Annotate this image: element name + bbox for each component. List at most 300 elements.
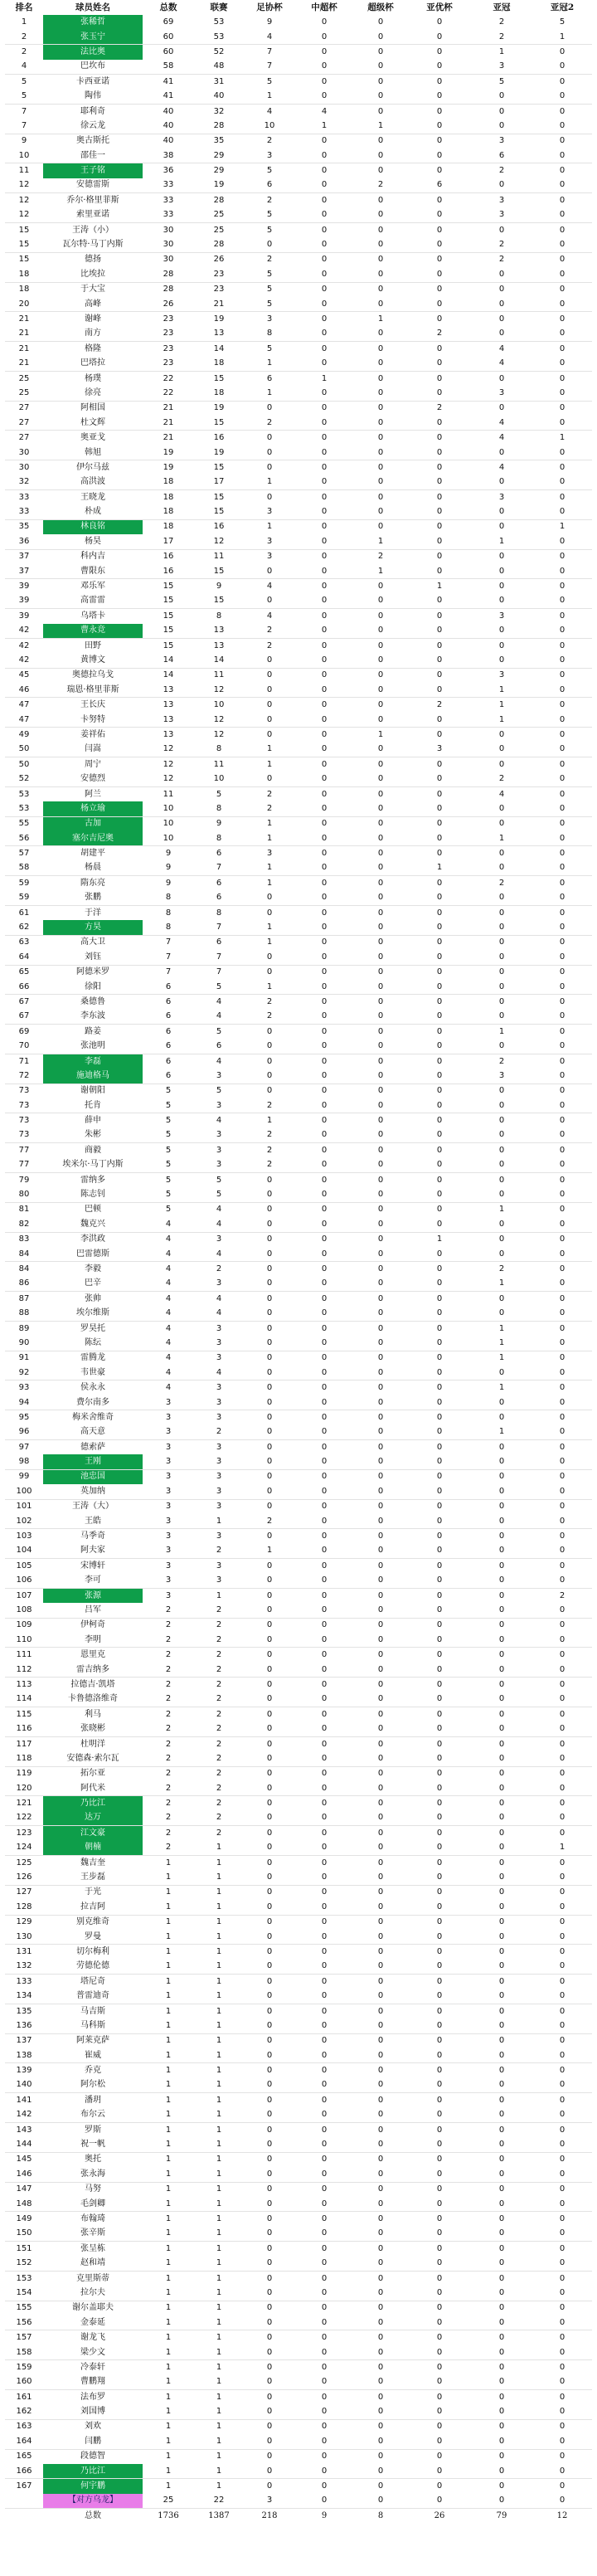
stat-cell: 0 xyxy=(471,2434,532,2449)
stat-cell: 0 xyxy=(532,1663,592,1678)
stat-cell: 3 xyxy=(143,1484,194,1499)
stat-cell: 0 xyxy=(498,1946,505,1956)
stat-cell: 0 xyxy=(532,861,592,876)
stat-cell: 3 xyxy=(498,670,505,680)
table-row xyxy=(5,134,592,149)
player-name: 巴辛 xyxy=(43,1277,143,1292)
table-row xyxy=(5,327,592,342)
player-name: 乔克 xyxy=(85,2066,101,2076)
player-name-highlighted: 杨立瑜 xyxy=(43,801,143,816)
stat-cell: 7 xyxy=(244,60,295,75)
stat-cell: 0 xyxy=(532,2494,592,2509)
rank-cell: 158 xyxy=(5,2345,43,2360)
stat-cell: 0 xyxy=(353,2137,408,2152)
stat-cell: 0 xyxy=(295,980,353,995)
stat-cell: 0 xyxy=(353,1930,408,1945)
stat-cell: 0 xyxy=(559,1946,565,1956)
table-row xyxy=(5,831,592,846)
stat-cell: 0 xyxy=(498,1709,505,1719)
stat-cell: 6 xyxy=(216,849,222,859)
stat-cell: 0 xyxy=(471,1751,532,1766)
stat-cell: 38 xyxy=(143,149,194,163)
stat-cell: 1 xyxy=(244,920,295,935)
stat-cell: 0 xyxy=(266,2362,273,2372)
stat-cell: 0 xyxy=(353,2167,408,2182)
stat-cell: 0 xyxy=(408,1751,471,1766)
stat-cell: 0 xyxy=(353,980,408,995)
rank-cell: 15 xyxy=(18,225,30,235)
stat-cell: 0 xyxy=(295,1217,353,1232)
stat-cell: 0 xyxy=(471,1010,532,1025)
stat-cell: 6 xyxy=(194,1039,244,1054)
table-row xyxy=(5,1559,592,1574)
stat-cell: 1 xyxy=(194,1930,244,1945)
stat-cell: 0 xyxy=(321,611,328,621)
stat-cell: 0 xyxy=(244,2197,295,2212)
stat-cell: 0 xyxy=(266,1650,273,1660)
player-name: 巴雷德斯 xyxy=(43,1247,143,1262)
stat-cell: 0 xyxy=(436,2422,443,2432)
rank-cell: 84 xyxy=(5,1247,43,1262)
player-name: 瓦尔特·马丁内斯 xyxy=(43,237,143,252)
stat-cell: 0 xyxy=(321,819,328,829)
stat-cell: 0 xyxy=(559,225,565,235)
stat-cell: 3 xyxy=(266,314,273,324)
player-name: 巴塔拉 xyxy=(43,356,143,371)
rank-cell: 2 xyxy=(21,46,27,56)
stat-cell: 2 xyxy=(143,1811,194,1826)
rank-cell: 105 xyxy=(16,1561,32,1570)
stat-cell: 0 xyxy=(532,1811,592,1826)
stat-cell: 0 xyxy=(266,1858,273,1867)
rank-cell: 77 xyxy=(5,1158,43,1173)
stat-cell: 0 xyxy=(295,2404,353,2419)
rank-cell: 99 xyxy=(18,1472,30,1482)
table-row xyxy=(5,2360,592,2375)
stat-cell: 23 xyxy=(194,267,244,282)
stat-cell: 0 xyxy=(353,653,408,668)
stat-cell: 2 xyxy=(194,1721,244,1736)
table-row xyxy=(5,2212,592,2227)
player-name: 拉吉阿 xyxy=(43,1900,143,1915)
stat-cell: 0 xyxy=(559,2273,565,2283)
stat-cell: 2 xyxy=(498,17,505,27)
rank-cell: 161 xyxy=(16,2392,32,2402)
stat-cell: 0 xyxy=(353,1663,408,1678)
stat-cell: 0 xyxy=(532,2345,592,2360)
stat-cell: 5 xyxy=(216,1086,222,1096)
stat-cell: 0 xyxy=(408,1870,471,1885)
stat-cell: 0 xyxy=(559,1383,565,1393)
table-row xyxy=(5,594,592,609)
table-row xyxy=(5,342,592,357)
stat-cell: 0 xyxy=(408,2464,471,2479)
stat-cell: 0 xyxy=(559,76,565,86)
stat-cell: 3 xyxy=(165,1561,172,1570)
stat-cell: 5 xyxy=(498,76,505,86)
stat-cell: 3 xyxy=(498,492,505,502)
table-row xyxy=(5,1054,592,1069)
stat-cell: 0 xyxy=(436,2452,443,2462)
stat-cell: 2 xyxy=(266,1145,273,1155)
stat-cell: 0 xyxy=(244,2167,295,2182)
stat-cell: 0 xyxy=(532,178,592,193)
table-row xyxy=(5,1499,592,1514)
stat-cell: 29 xyxy=(194,149,244,163)
rank-cell: 154 xyxy=(5,2286,43,2301)
header-csl-cup: 中超杯 xyxy=(311,2,337,12)
stat-cell: 2 xyxy=(498,1264,505,1273)
stat-cell: 0 xyxy=(321,2452,328,2462)
stat-cell: 3 xyxy=(165,1590,172,1600)
stat-cell: 0 xyxy=(353,297,408,312)
table-row xyxy=(5,1484,592,1499)
stat-cell: 0 xyxy=(408,1544,471,1559)
stat-cell: 0 xyxy=(295,149,353,163)
stat-cell: 0 xyxy=(353,386,408,401)
stat-cell: 13 xyxy=(194,327,244,342)
rank-cell: 152 xyxy=(5,2256,43,2271)
stat-cell: 0 xyxy=(244,2048,295,2063)
player-name: 利马 xyxy=(85,1709,101,1719)
stat-cell: 4 xyxy=(165,1353,172,1363)
stat-cell: 0 xyxy=(321,225,328,235)
stat-cell: 3 xyxy=(498,136,505,146)
stat-cell: 0 xyxy=(532,504,592,519)
stat-cell: 0 xyxy=(377,1116,384,1126)
stat-cell: 0 xyxy=(353,2434,408,2449)
stat-cell: 0 xyxy=(321,640,328,650)
stat-cell: 1 xyxy=(216,2452,222,2462)
player-name: 王长庆 xyxy=(80,700,105,710)
table-row xyxy=(5,2449,592,2464)
stat-cell: 2 xyxy=(408,327,471,342)
stat-cell: 0 xyxy=(321,1946,328,1956)
player-name: 冷泰轩 xyxy=(80,2362,105,2372)
stat-cell: 0 xyxy=(377,1234,384,1244)
stat-cell: 0 xyxy=(498,1679,505,1689)
stat-cell: 0 xyxy=(559,2333,565,2343)
stat-cell: 0 xyxy=(498,1858,505,1867)
stat-cell: 0 xyxy=(559,2362,565,2372)
rank-cell: 73 xyxy=(18,1116,30,1126)
stat-cell: 0 xyxy=(532,594,592,609)
stat-cell: 0 xyxy=(436,1145,443,1155)
stat-cell: 1 xyxy=(143,2286,194,2301)
stat-cell: 1 xyxy=(471,683,532,698)
stat-cell: 0 xyxy=(471,1603,532,1618)
stat-cell: 0 xyxy=(353,831,408,846)
stat-cell: 0 xyxy=(295,1277,353,1292)
stat-cell: 3 xyxy=(143,1574,194,1589)
stat-cell: 8 xyxy=(194,743,244,757)
stat-cell: 8 xyxy=(194,831,244,846)
stat-cell: 0 xyxy=(436,1056,443,1066)
stat-cell: 0 xyxy=(353,30,408,45)
player-name: 高洪波 xyxy=(43,475,143,490)
stat-cell: 1 xyxy=(266,759,273,769)
stat-cell: 14 xyxy=(163,670,174,680)
stat-cell: 3 xyxy=(143,1544,194,1559)
stat-cell: 0 xyxy=(353,1217,408,1232)
stat-cell: 0 xyxy=(498,552,505,562)
stat-cell: 0 xyxy=(532,683,592,698)
stat-cell: 13 xyxy=(143,713,194,728)
table-row xyxy=(5,2197,592,2212)
stat-cell: 0 xyxy=(408,1930,471,1945)
stat-cell: 0 xyxy=(471,2108,532,2123)
player-name: 朴成 xyxy=(43,504,143,519)
rank-cell: 27 xyxy=(18,403,30,413)
stat-cell: 1 xyxy=(436,1234,443,1244)
player-name: 徐阳 xyxy=(43,980,143,995)
stat-cell: 0 xyxy=(377,522,384,532)
stat-cell: 0 xyxy=(408,1692,471,1707)
table-row xyxy=(5,1395,592,1410)
stat-cell: 0 xyxy=(266,1739,273,1749)
stat-cell: 4 xyxy=(194,1306,244,1321)
stat-cell: 0 xyxy=(244,2018,295,2033)
table-row xyxy=(5,579,592,594)
stat-cell: 0 xyxy=(532,564,592,579)
player-name: 别克维奇 xyxy=(76,1917,109,1927)
stat-cell: 0 xyxy=(353,1069,408,1083)
stat-cell: 1 xyxy=(216,1590,222,1600)
stat-cell: 0 xyxy=(295,1336,353,1351)
table-row xyxy=(5,1633,592,1648)
table-row xyxy=(5,1930,592,1945)
stat-cell: 0 xyxy=(377,2036,384,2046)
player-name: 朱彬 xyxy=(43,1128,143,1143)
player-name: 曹限东 xyxy=(43,564,143,579)
player-name: 魏吉奎 xyxy=(80,1858,105,1867)
stat-cell: 0 xyxy=(266,1234,273,1244)
stat-cell: 0 xyxy=(353,1277,408,1292)
table-row xyxy=(5,1217,592,1232)
stat-cell: 0 xyxy=(408,1960,471,1975)
stat-cell: 0 xyxy=(244,1930,295,1945)
stat-cell: 2 xyxy=(194,1633,244,1648)
stat-cell: 0 xyxy=(321,2481,328,2491)
player-name: 拉尔夫 xyxy=(43,2286,143,2301)
player-name-highlighted: 池忠国 xyxy=(43,1469,143,1484)
stat-cell: 0 xyxy=(436,1323,443,1333)
stat-cell: 0 xyxy=(266,1769,273,1779)
stat-cell: 5 xyxy=(194,1187,244,1202)
rank-cell: 92 xyxy=(5,1366,43,1381)
table-row xyxy=(5,1736,592,1751)
stat-cell: 33 xyxy=(143,178,194,193)
stat-cell: 48 xyxy=(194,60,244,75)
stat-cell: 0 xyxy=(377,582,384,592)
stat-cell: 0 xyxy=(353,416,408,431)
stat-cell: 0 xyxy=(321,1353,328,1363)
rank-cell: 67 xyxy=(18,996,30,1006)
stat-cell: 5 xyxy=(266,166,273,176)
table-row xyxy=(5,1915,592,1930)
player-name: 索里亚诺 xyxy=(43,208,143,223)
stat-cell: 0 xyxy=(559,789,565,799)
stat-cell: 0 xyxy=(295,297,353,312)
stat-cell: 0 xyxy=(266,1887,273,1897)
stat-cell: 0 xyxy=(498,2155,505,2165)
stat-cell: 0 xyxy=(295,1900,353,1915)
stat-cell: 0 xyxy=(321,2095,328,2105)
stat-cell: 0 xyxy=(266,2006,273,2016)
table-row xyxy=(5,1663,592,1678)
stat-cell: 0 xyxy=(471,861,532,876)
stat-cell: 3 xyxy=(216,1472,222,1482)
stat-cell: 0 xyxy=(559,373,565,383)
player-name: 于光 xyxy=(85,1887,101,1897)
stat-cell: 0 xyxy=(266,1264,273,1273)
stat-cell: 1 xyxy=(498,1383,505,1393)
stat-cell: 58 xyxy=(143,60,194,75)
stat-cell: 0 xyxy=(436,849,443,859)
table-row xyxy=(5,2078,592,2093)
stat-cell: 0 xyxy=(321,2036,328,2046)
stat-cell: 0 xyxy=(408,89,471,104)
stat-cell: 60 xyxy=(143,30,194,45)
table-row xyxy=(5,1826,592,1841)
stat-cell: 0 xyxy=(321,433,328,443)
stat-cell: 0 xyxy=(408,2197,471,2212)
stat-cell: 1 xyxy=(216,2066,222,2076)
stat-cell: 0 xyxy=(321,1383,328,1393)
stat-cell: 2 xyxy=(266,640,273,650)
stat-cell: 0 xyxy=(244,1454,295,1469)
stat-cell: 0 xyxy=(559,2006,565,2016)
stat-cell: 0 xyxy=(436,2362,443,2372)
rank-cell: 53 xyxy=(18,789,30,799)
table-row xyxy=(5,356,592,371)
table-row xyxy=(5,549,592,564)
stat-cell: 0 xyxy=(559,759,565,769)
stat-cell: 0 xyxy=(532,1366,592,1381)
stat-cell: 0 xyxy=(408,2018,471,2033)
stat-cell: 0 xyxy=(498,1650,505,1660)
stat-cell: 0 xyxy=(353,772,408,786)
table-row xyxy=(5,252,592,267)
player-name: 徐亮 xyxy=(43,386,143,401)
rank-cell: 71 xyxy=(18,1056,30,1066)
stat-cell: 1 xyxy=(194,1870,244,1885)
stat-cell: 0 xyxy=(353,2078,408,2093)
stat-cell: 2 xyxy=(216,1799,222,1809)
table-row xyxy=(5,2167,592,2182)
stat-cell: 0 xyxy=(377,76,384,86)
stat-cell: 0 xyxy=(377,1590,384,1600)
stat-cell: 1 xyxy=(498,1353,505,1363)
stat-cell: 0 xyxy=(353,861,408,876)
stat-cell: 30 xyxy=(163,225,174,235)
stat-cell: 3 xyxy=(194,1336,244,1351)
stat-cell: 3 xyxy=(244,534,295,549)
stat-cell: 0 xyxy=(408,1663,471,1678)
stat-cell: 0 xyxy=(377,611,384,621)
player-name: 卡西亚诺 xyxy=(76,76,109,86)
table-row xyxy=(5,2286,592,2301)
stat-cell: 3 xyxy=(143,1425,194,1440)
stat-cell: 0 xyxy=(295,327,353,342)
stat-cell: 0 xyxy=(295,2227,353,2242)
stat-cell: 0 xyxy=(353,60,408,75)
rank-cell: 2 xyxy=(5,30,43,45)
stat-cell: 0 xyxy=(377,136,384,146)
player-name: 薛申 xyxy=(85,1116,101,1126)
stat-cell: 4 xyxy=(143,1247,194,1262)
stat-cell: 3 xyxy=(216,1412,222,1422)
stat-cell: 0 xyxy=(353,2464,408,2479)
stat-cell: 0 xyxy=(471,1514,532,1529)
rank-cell: 86 xyxy=(5,1277,43,1292)
stat-cell: 0 xyxy=(321,1917,328,1927)
stat-cell: 22 xyxy=(194,2494,244,2509)
player-name: 法布罗 xyxy=(80,2392,105,2402)
stat-cell: 0 xyxy=(532,1870,592,1885)
stat-cell: 0 xyxy=(408,446,471,460)
stat-cell: 0 xyxy=(321,2273,328,2283)
player-name: 马季奇 xyxy=(80,1531,105,1541)
rank-cell: 47 xyxy=(18,700,30,710)
stat-cell: 0 xyxy=(436,106,443,116)
stat-cell: 2 xyxy=(266,195,273,205)
stat-cell: 0 xyxy=(377,2006,384,2016)
stat-cell: 3 xyxy=(216,1561,222,1570)
rank-cell: 159 xyxy=(16,2362,32,2372)
player-name: 隋东亮 xyxy=(80,878,105,888)
stat-cell: 0 xyxy=(559,670,565,680)
stat-cell: 0 xyxy=(377,2066,384,2076)
stat-cell: 0 xyxy=(436,1709,443,1719)
stat-cell: 0 xyxy=(295,1010,353,1025)
stat-cell: 0 xyxy=(244,1217,295,1232)
stat-cell: 0 xyxy=(532,2167,592,2182)
stat-cell: 0 xyxy=(559,1353,565,1363)
stat-cell: 1 xyxy=(194,1960,244,1975)
stat-cell: 0 xyxy=(559,1264,565,1273)
stat-cell: 0 xyxy=(295,178,353,193)
stat-cell: 15 xyxy=(194,594,244,609)
stat-cell: 0 xyxy=(295,2048,353,2063)
stat-cell: 0 xyxy=(498,937,505,947)
stat-cell: 0 xyxy=(471,1098,532,1113)
rank-cell: 139 xyxy=(16,2066,32,2076)
stat-cell: 0 xyxy=(321,1709,328,1719)
table-row xyxy=(5,1751,592,1766)
stat-cell: 0 xyxy=(498,729,505,739)
rank-cell: 7 xyxy=(21,106,27,116)
stat-cell: 3 xyxy=(216,1323,222,1333)
stat-cell: 1 xyxy=(165,2303,172,2313)
stat-cell: 0 xyxy=(559,937,565,947)
stat-cell: 0 xyxy=(498,1799,505,1809)
stat-cell: 0 xyxy=(377,1799,384,1809)
stat-cell: 0 xyxy=(295,1039,353,1054)
stat-cell: 3 xyxy=(216,1531,222,1541)
stat-cell: 0 xyxy=(353,1395,408,1410)
stat-cell: 0 xyxy=(377,849,384,859)
stat-cell: 0 xyxy=(408,1603,471,1618)
table-row xyxy=(5,15,592,30)
stat-cell: 1 xyxy=(194,2197,244,2212)
stat-cell: 1 xyxy=(216,2095,222,2105)
stat-cell: 0 xyxy=(498,1620,505,1630)
stat-cell: 0 xyxy=(436,729,443,739)
stat-cell: 0 xyxy=(408,1277,471,1292)
table-row xyxy=(5,1010,592,1025)
table-row xyxy=(5,297,592,312)
